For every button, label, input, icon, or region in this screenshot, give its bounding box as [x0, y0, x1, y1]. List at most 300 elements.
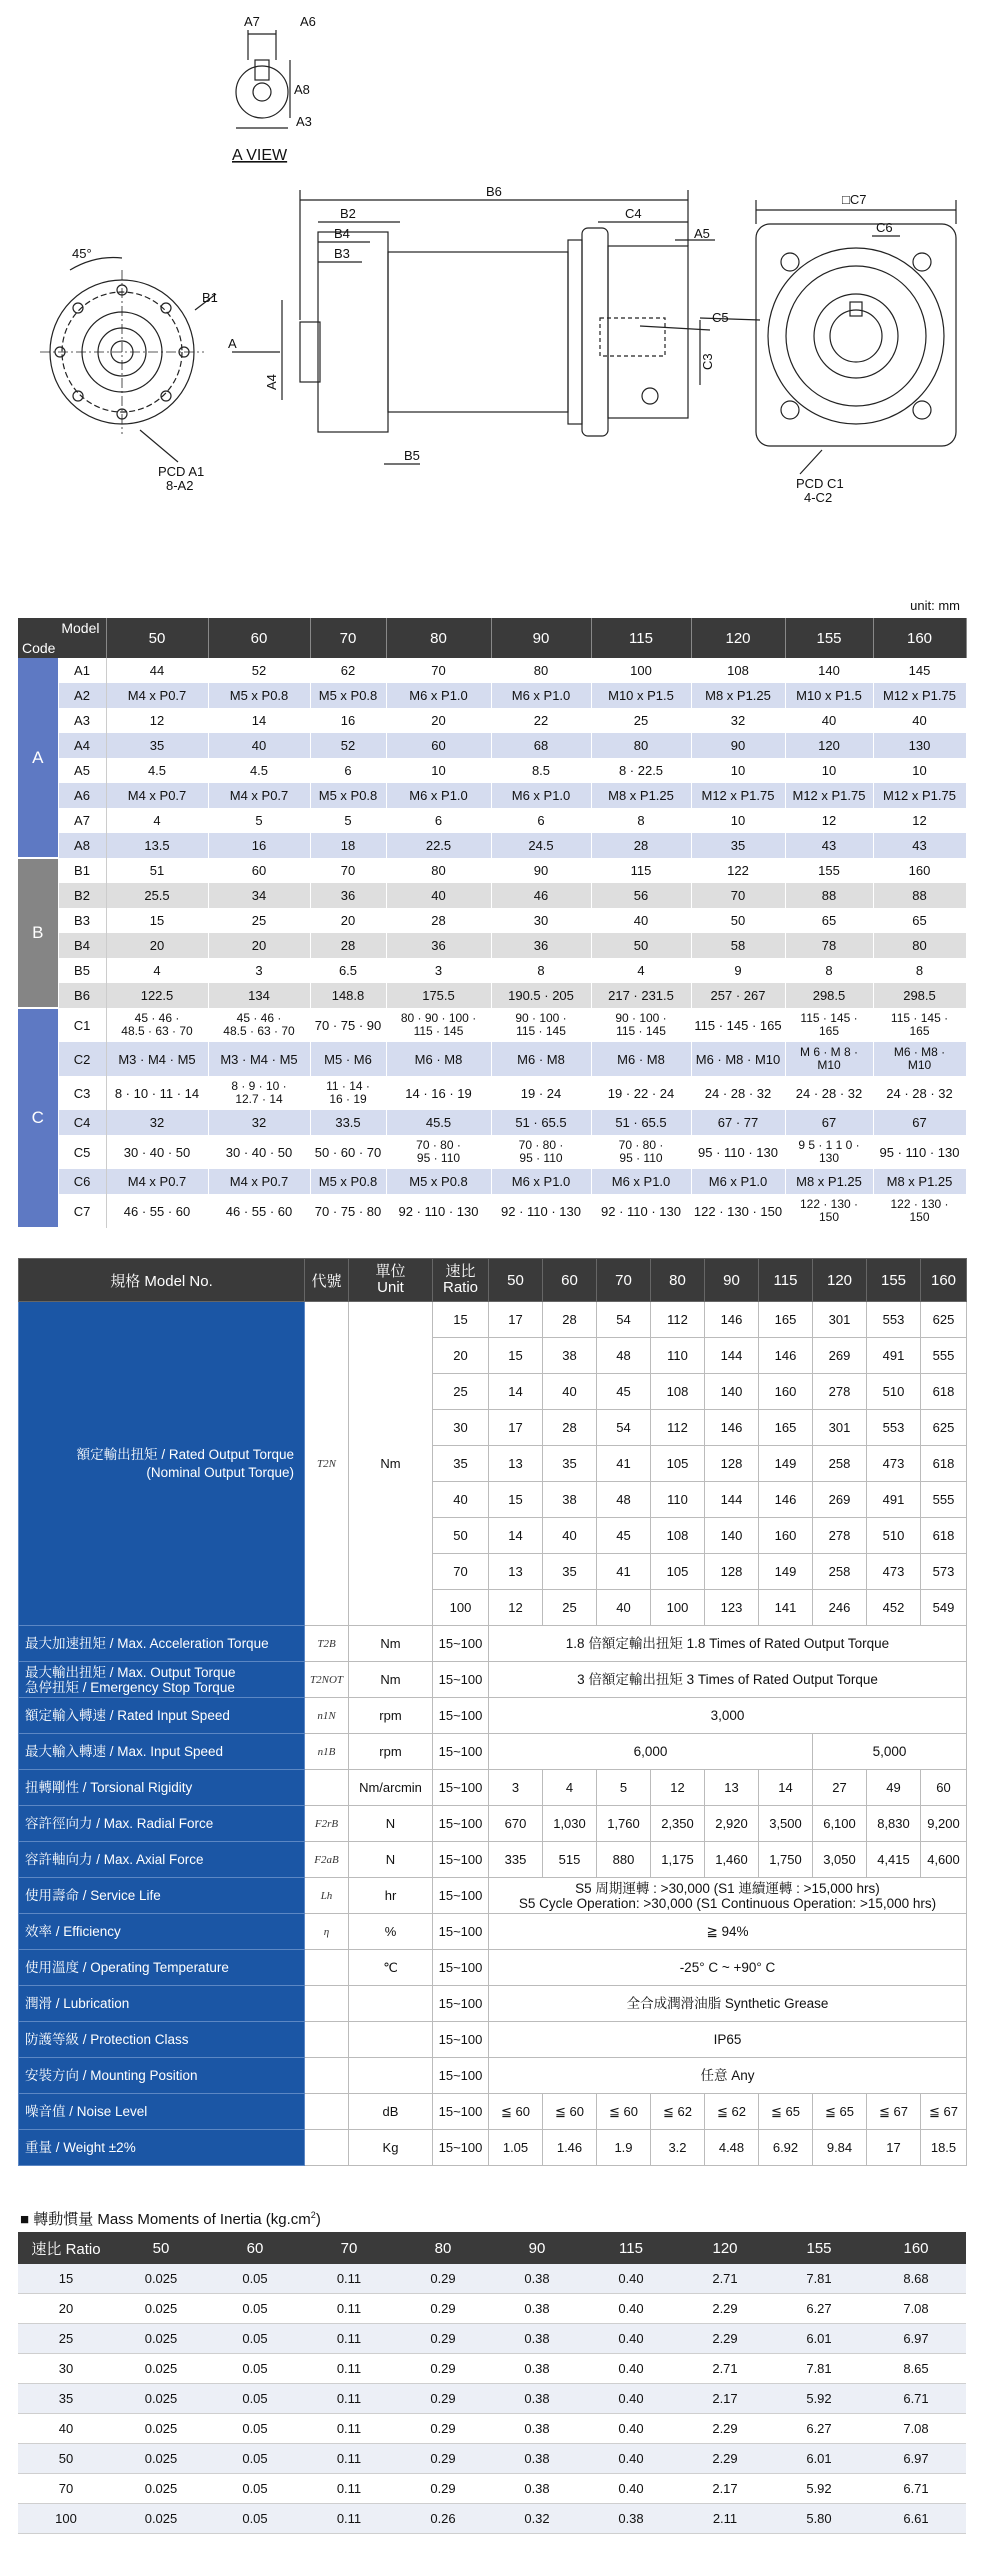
inertia-value: 0.29 [396, 2324, 490, 2354]
dim-value-cell: 56 [591, 883, 691, 908]
spec-label: 最大輸出扭矩 / Max. Output Torque 急停扭矩 / Emergency Stop Torque [19, 1662, 305, 1698]
dim-row-b2 [18, 883, 966, 908]
dim-value-cell: 8 [785, 958, 873, 983]
spec-symbol [305, 2058, 349, 2094]
dim-value-cell: 80 [873, 933, 966, 958]
inertia-value: 6.97 [866, 2444, 966, 2474]
spec-value: 5 [597, 1770, 651, 1806]
torque-value: 105 [651, 1554, 705, 1590]
dim-value-cell: 62 [310, 658, 386, 683]
dim-value-cell: 35 [106, 733, 208, 758]
torque-value: 35 [543, 1554, 597, 1590]
torque-value: 473 [867, 1554, 921, 1590]
dim-value-cell: 115 · 145 · 165 [873, 1008, 966, 1042]
dim-value-cell: 257 · 267 [691, 983, 785, 1008]
dim-value-cell: 4 [106, 958, 208, 983]
dim-value-cell: 35 [691, 833, 785, 858]
dim-code-cell: A3 [58, 708, 106, 733]
inertia-value: 0.29 [396, 2354, 490, 2384]
dim-code-cell: A6 [58, 783, 106, 808]
dim-row-c2 [18, 1042, 966, 1076]
torque-value: 123 [705, 1590, 759, 1626]
spec-value: ≦ 62 [705, 2094, 759, 2130]
inertia-value: 5.92 [772, 2474, 866, 2504]
torque-value: 160 [759, 1518, 813, 1554]
spec-ratio: 15~100 [433, 2130, 489, 2166]
dim-value-cell: 145 [873, 658, 966, 683]
dim-value-cell: 60 [386, 733, 491, 758]
inertia-value: 0.38 [490, 2444, 584, 2474]
dim-group-a: A [18, 658, 58, 858]
spec-header-model-115: 115 [759, 1259, 813, 1302]
spec-row [19, 1842, 967, 1878]
inertia-value: 0.40 [584, 2474, 678, 2504]
spec-value: 335 [489, 1842, 543, 1878]
inertia-value: 0.29 [396, 2384, 490, 2414]
inertia-value: 6.27 [772, 2414, 866, 2444]
spec-unit: Nm [349, 1626, 433, 1662]
spec-symbol: T2B [305, 1626, 349, 1662]
spec-unit: Nm [349, 1662, 433, 1698]
inertia-title-end: ) [315, 2211, 321, 2228]
inertia-header-model-160: 160 [866, 2232, 966, 2264]
dim-value-cell: 4.5 [106, 758, 208, 783]
inertia-value: 0.40 [584, 2264, 678, 2294]
inertia-ratio: 15 [18, 2264, 114, 2294]
inertia-value: 5.92 [772, 2384, 866, 2414]
dim-value-cell: 5 [310, 808, 386, 833]
dimension-table [18, 618, 967, 1229]
dim-value-cell: 67 [873, 1110, 966, 1135]
label-a3: A3 [296, 114, 312, 129]
inertia-value: 7.81 [772, 2264, 866, 2294]
inertia-value: 0.40 [584, 2354, 678, 2384]
inertia-header-model-70: 70 [302, 2232, 396, 2264]
dim-value-cell: M3 · M4 · M5 [208, 1042, 310, 1076]
inertia-value: 0.38 [490, 2474, 584, 2504]
inertia-value: 0.11 [302, 2384, 396, 2414]
torque-value: 269 [813, 1482, 867, 1518]
inertia-ratio: 70 [18, 2474, 114, 2504]
dim-code-cell: A1 [58, 658, 106, 683]
dim-row-a8 [18, 833, 966, 858]
torque-value: 146 [705, 1410, 759, 1446]
spec-symbol [305, 2022, 349, 2058]
torque-value: 625 [921, 1302, 967, 1338]
spec-symbol [305, 1986, 349, 2022]
label-c5: C5 [712, 310, 729, 325]
dim-value-cell: 8.5 [491, 758, 591, 783]
spec-unit: hr [349, 1878, 433, 1914]
dim-code-cell: B5 [58, 958, 106, 983]
inertia-value: 0.38 [584, 2504, 678, 2534]
inertia-value: 2.29 [678, 2444, 772, 2474]
dim-value-cell: 4.5 [208, 758, 310, 783]
dim-row-c6 [18, 1169, 966, 1194]
spec-value: 4.48 [705, 2130, 759, 2166]
label-pcd-a2: 8-A2 [166, 478, 194, 493]
dim-value-cell: M6 · M8 [591, 1042, 691, 1076]
dim-value-cell: 70 · 75 · 80 [310, 1194, 386, 1228]
spec-value: 9,200 [921, 1806, 967, 1842]
dim-value-cell: 11 · 14 · 16 · 19 [310, 1076, 386, 1110]
torque-value: 17 [489, 1410, 543, 1446]
spec-value-span: 3 倍額定輸出扭矩 3 Times of Rated Output Torque [489, 1662, 967, 1698]
dim-value-cell: M12 x P1.75 [873, 783, 966, 808]
spec-ratio: 15~100 [433, 1878, 489, 1914]
spec-label: 最大輸入轉速 / Max. Input Speed [19, 1734, 305, 1770]
dim-value-cell: M6 · M8 [491, 1042, 591, 1076]
spec-unit [349, 2058, 433, 2094]
unit-label: unit: mm [910, 598, 960, 613]
dim-value-cell: 78 [785, 933, 873, 958]
dim-value-cell: M4 x P0.7 [208, 1169, 310, 1194]
dim-value-cell: 45 · 46 · 48.5 · 63 · 70 [208, 1008, 310, 1042]
dim-value-cell: 65 [873, 908, 966, 933]
torque-row [19, 1302, 967, 1338]
dim-value-cell: M12 x P1.75 [691, 783, 785, 808]
torque-value: 48 [597, 1338, 651, 1374]
dim-value-cell: 122 · 130 · 150 [785, 1194, 873, 1228]
dim-value-cell: 8 · 9 · 10 · 12.7 · 14 [208, 1076, 310, 1110]
dim-value-cell: 52 [310, 733, 386, 758]
inertia-value: 6.27 [772, 2294, 866, 2324]
dim-value-cell: 12 [873, 808, 966, 833]
inertia-value: 0.05 [208, 2324, 302, 2354]
spec-value: 3,050 [813, 1842, 867, 1878]
torque-value: 15 [489, 1482, 543, 1518]
dim-value-cell: M5 x P0.8 [386, 1169, 491, 1194]
inertia-header-row [18, 2232, 966, 2264]
spec-value: 6.92 [759, 2130, 813, 2166]
dim-code-cell: C6 [58, 1169, 106, 1194]
dim-value-cell: M6 x P1.0 [491, 683, 591, 708]
torque-value: 144 [705, 1482, 759, 1518]
dim-value-cell: 32 [691, 708, 785, 733]
dim-row-c7 [18, 1194, 966, 1228]
inertia-value: 0.38 [490, 2324, 584, 2354]
dim-header-model-90: 90 [491, 618, 591, 658]
dim-value-cell: 3 [386, 958, 491, 983]
dim-value-cell: M 6 · M 8 · M10 [785, 1042, 873, 1076]
dim-code-cell: B2 [58, 883, 106, 908]
label-pcd-c1: PCD C1 [796, 476, 844, 491]
dim-value-cell: 217 · 231.5 [591, 983, 691, 1008]
dim-value-cell: 16 [208, 833, 310, 858]
dim-value-cell: 44 [106, 658, 208, 683]
dim-row-b1 [18, 858, 966, 883]
spec-row [19, 1626, 967, 1662]
torque-value: 54 [597, 1302, 651, 1338]
inertia-value: 0.11 [302, 2504, 396, 2534]
label-b5: B5 [404, 448, 420, 463]
dim-code-cell: C1 [58, 1008, 106, 1042]
dim-value-cell: M5 · M6 [310, 1042, 386, 1076]
dim-value-cell: 10 [691, 808, 785, 833]
spec-header-ratio: 速比 Ratio [433, 1259, 489, 1302]
dim-value-cell: M4 x P0.7 [106, 683, 208, 708]
dim-code-cell: B1 [58, 858, 106, 883]
torque-value: 40 [597, 1590, 651, 1626]
torque-value: 165 [759, 1302, 813, 1338]
spec-symbol [305, 2094, 349, 2130]
spec-unit: rpm [349, 1734, 433, 1770]
dim-value-cell: M4 x P0.7 [106, 783, 208, 808]
dim-row-b6 [18, 983, 966, 1008]
torque-value: 25 [543, 1590, 597, 1626]
spec-value: 3 [489, 1770, 543, 1806]
spec-value: 2,350 [651, 1806, 705, 1842]
dim-value-cell: 52 [208, 658, 310, 683]
spec-row [19, 1878, 967, 1914]
dim-value-cell: 46 · 55 · 60 [208, 1194, 310, 1228]
torque-value: 38 [543, 1338, 597, 1374]
spec-value: 49 [867, 1770, 921, 1806]
spec-value: 17 [867, 2130, 921, 2166]
inertia-value: 0.29 [396, 2294, 490, 2324]
inertia-ratio: 20 [18, 2294, 114, 2324]
inertia-ratio: 40 [18, 2414, 114, 2444]
torque-value: 105 [651, 1446, 705, 1482]
spec-header-model-60: 60 [543, 1259, 597, 1302]
torque-value: 258 [813, 1446, 867, 1482]
dim-value-cell: 122 [691, 858, 785, 883]
inertia-value: 0.11 [302, 2474, 396, 2504]
torque-value: 146 [759, 1338, 813, 1374]
torque-value: 108 [651, 1374, 705, 1410]
torque-value: 41 [597, 1446, 651, 1482]
spec-ratio: 15~100 [433, 2058, 489, 2094]
torque-value: 54 [597, 1410, 651, 1446]
dim-value-cell: 6.5 [310, 958, 386, 983]
torque-value: 491 [867, 1482, 921, 1518]
inertia-row [18, 2444, 966, 2474]
label-a5: A5 [694, 226, 710, 241]
inertia-value: 0.025 [114, 2414, 208, 2444]
dim-value-cell: 46 [491, 883, 591, 908]
specs-table [18, 1258, 967, 2166]
spec-ratio: 15~100 [433, 1986, 489, 2022]
torque-value: 128 [705, 1554, 759, 1590]
torque-value: 112 [651, 1302, 705, 1338]
dim-header-model-50: 50 [106, 618, 208, 658]
spec-row [19, 2130, 967, 2166]
spec-label: 潤滑 / Lubrication [19, 1986, 305, 2022]
label-a7: A7 [244, 14, 260, 29]
dim-value-cell: 10 [873, 758, 966, 783]
spec-row [19, 1986, 967, 2022]
dim-value-cell: M8 x P1.25 [691, 683, 785, 708]
label-b4: B4 [334, 226, 350, 241]
spec-value: 27 [813, 1770, 867, 1806]
spec-ratio: 15~100 [433, 1662, 489, 1698]
spec-value: 3.2 [651, 2130, 705, 2166]
spec-value-span: ≧ 94% [489, 1914, 967, 1950]
spec-row [19, 2094, 967, 2130]
inertia-title-text: ■ 轉動慣量 Mass Moments of Inertia (kg.cm [20, 2211, 311, 2228]
technical-drawing [0, 0, 984, 600]
dim-row-a7 [18, 808, 966, 833]
inertia-value: 0.29 [396, 2264, 490, 2294]
torque-ratio: 100 [433, 1590, 489, 1626]
dim-header-row [18, 618, 966, 658]
torque-value: 301 [813, 1410, 867, 1446]
spec-value-span: 全合成潤滑油脂 Synthetic Grease [489, 1986, 967, 2022]
dim-value-cell: 28 [386, 908, 491, 933]
spec-value: 18.5 [921, 2130, 967, 2166]
dim-value-cell: 25.5 [106, 883, 208, 908]
inertia-header-model-155: 155 [772, 2232, 866, 2264]
torque-value: 618 [921, 1446, 967, 1482]
dim-value-cell: 45.5 [386, 1110, 491, 1135]
torque-ratio: 15 [433, 1302, 489, 1338]
dim-value-cell: 40 [591, 908, 691, 933]
inertia-ratio: 35 [18, 2384, 114, 2414]
spec-header-code: 代號 [305, 1259, 349, 1302]
inertia-value: 6.61 [866, 2504, 966, 2534]
dim-header-model-115: 115 [591, 618, 691, 658]
dim-value-cell: 92 · 110 · 130 [491, 1194, 591, 1228]
torque-value: 12 [489, 1590, 543, 1626]
spec-header-model-120: 120 [813, 1259, 867, 1302]
spec-unit: rpm [349, 1698, 433, 1734]
spec-symbol [305, 1950, 349, 1986]
spec-header-unit: 單位 Unit [349, 1259, 433, 1302]
inertia-row [18, 2504, 966, 2534]
dim-value-cell: 25 [208, 908, 310, 933]
torque-value: 17 [489, 1302, 543, 1338]
torque-ratio: 35 [433, 1446, 489, 1482]
inertia-value: 0.05 [208, 2384, 302, 2414]
dim-value-cell: 20 [386, 708, 491, 733]
dim-value-cell: 30 · 40 · 50 [106, 1135, 208, 1169]
spec-header-model: 規格 Model No. [19, 1259, 305, 1302]
torque-unit: Nm [349, 1302, 433, 1626]
spec-ratio: 15~100 [433, 1770, 489, 1806]
dim-row-a4 [18, 733, 966, 758]
inertia-value: 0.025 [114, 2294, 208, 2324]
spec-label: 防護等級 / Protection Class [19, 2022, 305, 2058]
spec-ratio: 15~100 [433, 1842, 489, 1878]
inertia-value: 2.71 [678, 2354, 772, 2384]
spec-symbol: F2aB [305, 1842, 349, 1878]
torque-value: 45 [597, 1374, 651, 1410]
torque-value: 269 [813, 1338, 867, 1374]
inertia-row [18, 2474, 966, 2504]
spec-header-row [19, 1259, 967, 1302]
inertia-header-model-120: 120 [678, 2232, 772, 2264]
inertia-row [18, 2324, 966, 2354]
spec-row [19, 1806, 967, 1842]
inertia-value: 0.29 [396, 2474, 490, 2504]
dim-value-cell: 40 [386, 883, 491, 908]
dim-value-cell: 70 · 80 · 95 · 110 [591, 1135, 691, 1169]
dim-row-c1 [18, 1008, 966, 1042]
spec-row [19, 1770, 967, 1806]
spec-label: 扭轉剛性 / Torsional Rigidity [19, 1770, 305, 1806]
dim-header-model-80: 80 [386, 618, 491, 658]
spec-symbol: F2rB [305, 1806, 349, 1842]
inertia-table [18, 2232, 966, 2534]
spec-value-span: S5 周期運轉 : >30,000 (S1 連續運轉 : >15,000 hrs) S5 Cycle Operation: >30,000 (S1 Continuous Operation: >15,000 hrs) [489, 1878, 967, 1914]
torque-value: 553 [867, 1302, 921, 1338]
dim-value-cell: 88 [873, 883, 966, 908]
dim-header-code: Code [22, 640, 56, 656]
dim-value-cell: 24 · 28 · 32 [785, 1076, 873, 1110]
inertia-title-sup: 2 [310, 2210, 316, 2220]
dim-value-cell: 70 [310, 858, 386, 883]
spec-value: ≦ 60 [543, 2094, 597, 2130]
torque-value: 141 [759, 1590, 813, 1626]
spec-symbol: η [305, 1914, 349, 1950]
spec-value: 515 [543, 1842, 597, 1878]
dim-value-cell: 50 · 60 · 70 [310, 1135, 386, 1169]
spec-value: 8,830 [867, 1806, 921, 1842]
dim-value-cell: 70 [691, 883, 785, 908]
dim-code-cell: A5 [58, 758, 106, 783]
dim-group-b: B [18, 858, 58, 1008]
spec-value: 1.46 [543, 2130, 597, 2166]
spec-row [19, 1698, 967, 1734]
inertia-value: 0.05 [208, 2264, 302, 2294]
inertia-value: 7.08 [866, 2294, 966, 2324]
torque-value: 452 [867, 1590, 921, 1626]
dim-row-c5 [18, 1135, 966, 1169]
dim-value-cell: M6 · M8 · M10 [691, 1042, 785, 1076]
torque-ratio: 25 [433, 1374, 489, 1410]
torque-ratio: 50 [433, 1518, 489, 1554]
spec-header-model-50: 50 [489, 1259, 543, 1302]
spec-label: 額定輸入轉速 / Rated Input Speed [19, 1698, 305, 1734]
spec-row [19, 1950, 967, 1986]
spec-value: ≦ 65 [813, 2094, 867, 2130]
dim-value-cell: 30 · 40 · 50 [208, 1135, 310, 1169]
spec-header-model-160: 160 [921, 1259, 967, 1302]
spec-value: 13 [705, 1770, 759, 1806]
inertia-row [18, 2354, 966, 2384]
spec-value: 670 [489, 1806, 543, 1842]
spec-unit: % [349, 1914, 433, 1950]
dim-value-cell: 43 [785, 833, 873, 858]
dim-value-cell: M6 x P1.0 [491, 1169, 591, 1194]
torque-value: 278 [813, 1518, 867, 1554]
dim-value-cell: 122.5 [106, 983, 208, 1008]
dim-value-cell: 58 [691, 933, 785, 958]
spec-value-span: 1.8 倍額定輸出扭矩 1.8 Times of Rated Output Torque [489, 1626, 967, 1662]
spec-symbol: n1N [305, 1698, 349, 1734]
dim-value-cell: 80 [491, 658, 591, 683]
inertia-value: 0.05 [208, 2414, 302, 2444]
inertia-header-model-115: 115 [584, 2232, 678, 2264]
dim-code-cell: A8 [58, 833, 106, 858]
dim-value-cell: M8 x P1.25 [873, 1169, 966, 1194]
dim-value-cell: 13.5 [106, 833, 208, 858]
dim-value-cell: 67 · 77 [691, 1110, 785, 1135]
dim-value-cell: 8 · 10 · 11 · 14 [106, 1076, 208, 1110]
dim-value-cell: 12 [785, 808, 873, 833]
dim-value-cell: 115 · 145 · 165 [691, 1008, 785, 1042]
dim-value-cell: 24.5 [491, 833, 591, 858]
inertia-value: 0.025 [114, 2504, 208, 2534]
torque-value: 555 [921, 1482, 967, 1518]
torque-value: 48 [597, 1482, 651, 1518]
dim-value-cell: 95 · 110 · 130 [691, 1135, 785, 1169]
spec-value: 1.05 [489, 2130, 543, 2166]
dim-value-cell: 8 [591, 808, 691, 833]
dim-value-cell: 25 [591, 708, 691, 733]
torque-value: 108 [651, 1518, 705, 1554]
spec-value: 880 [597, 1842, 651, 1878]
